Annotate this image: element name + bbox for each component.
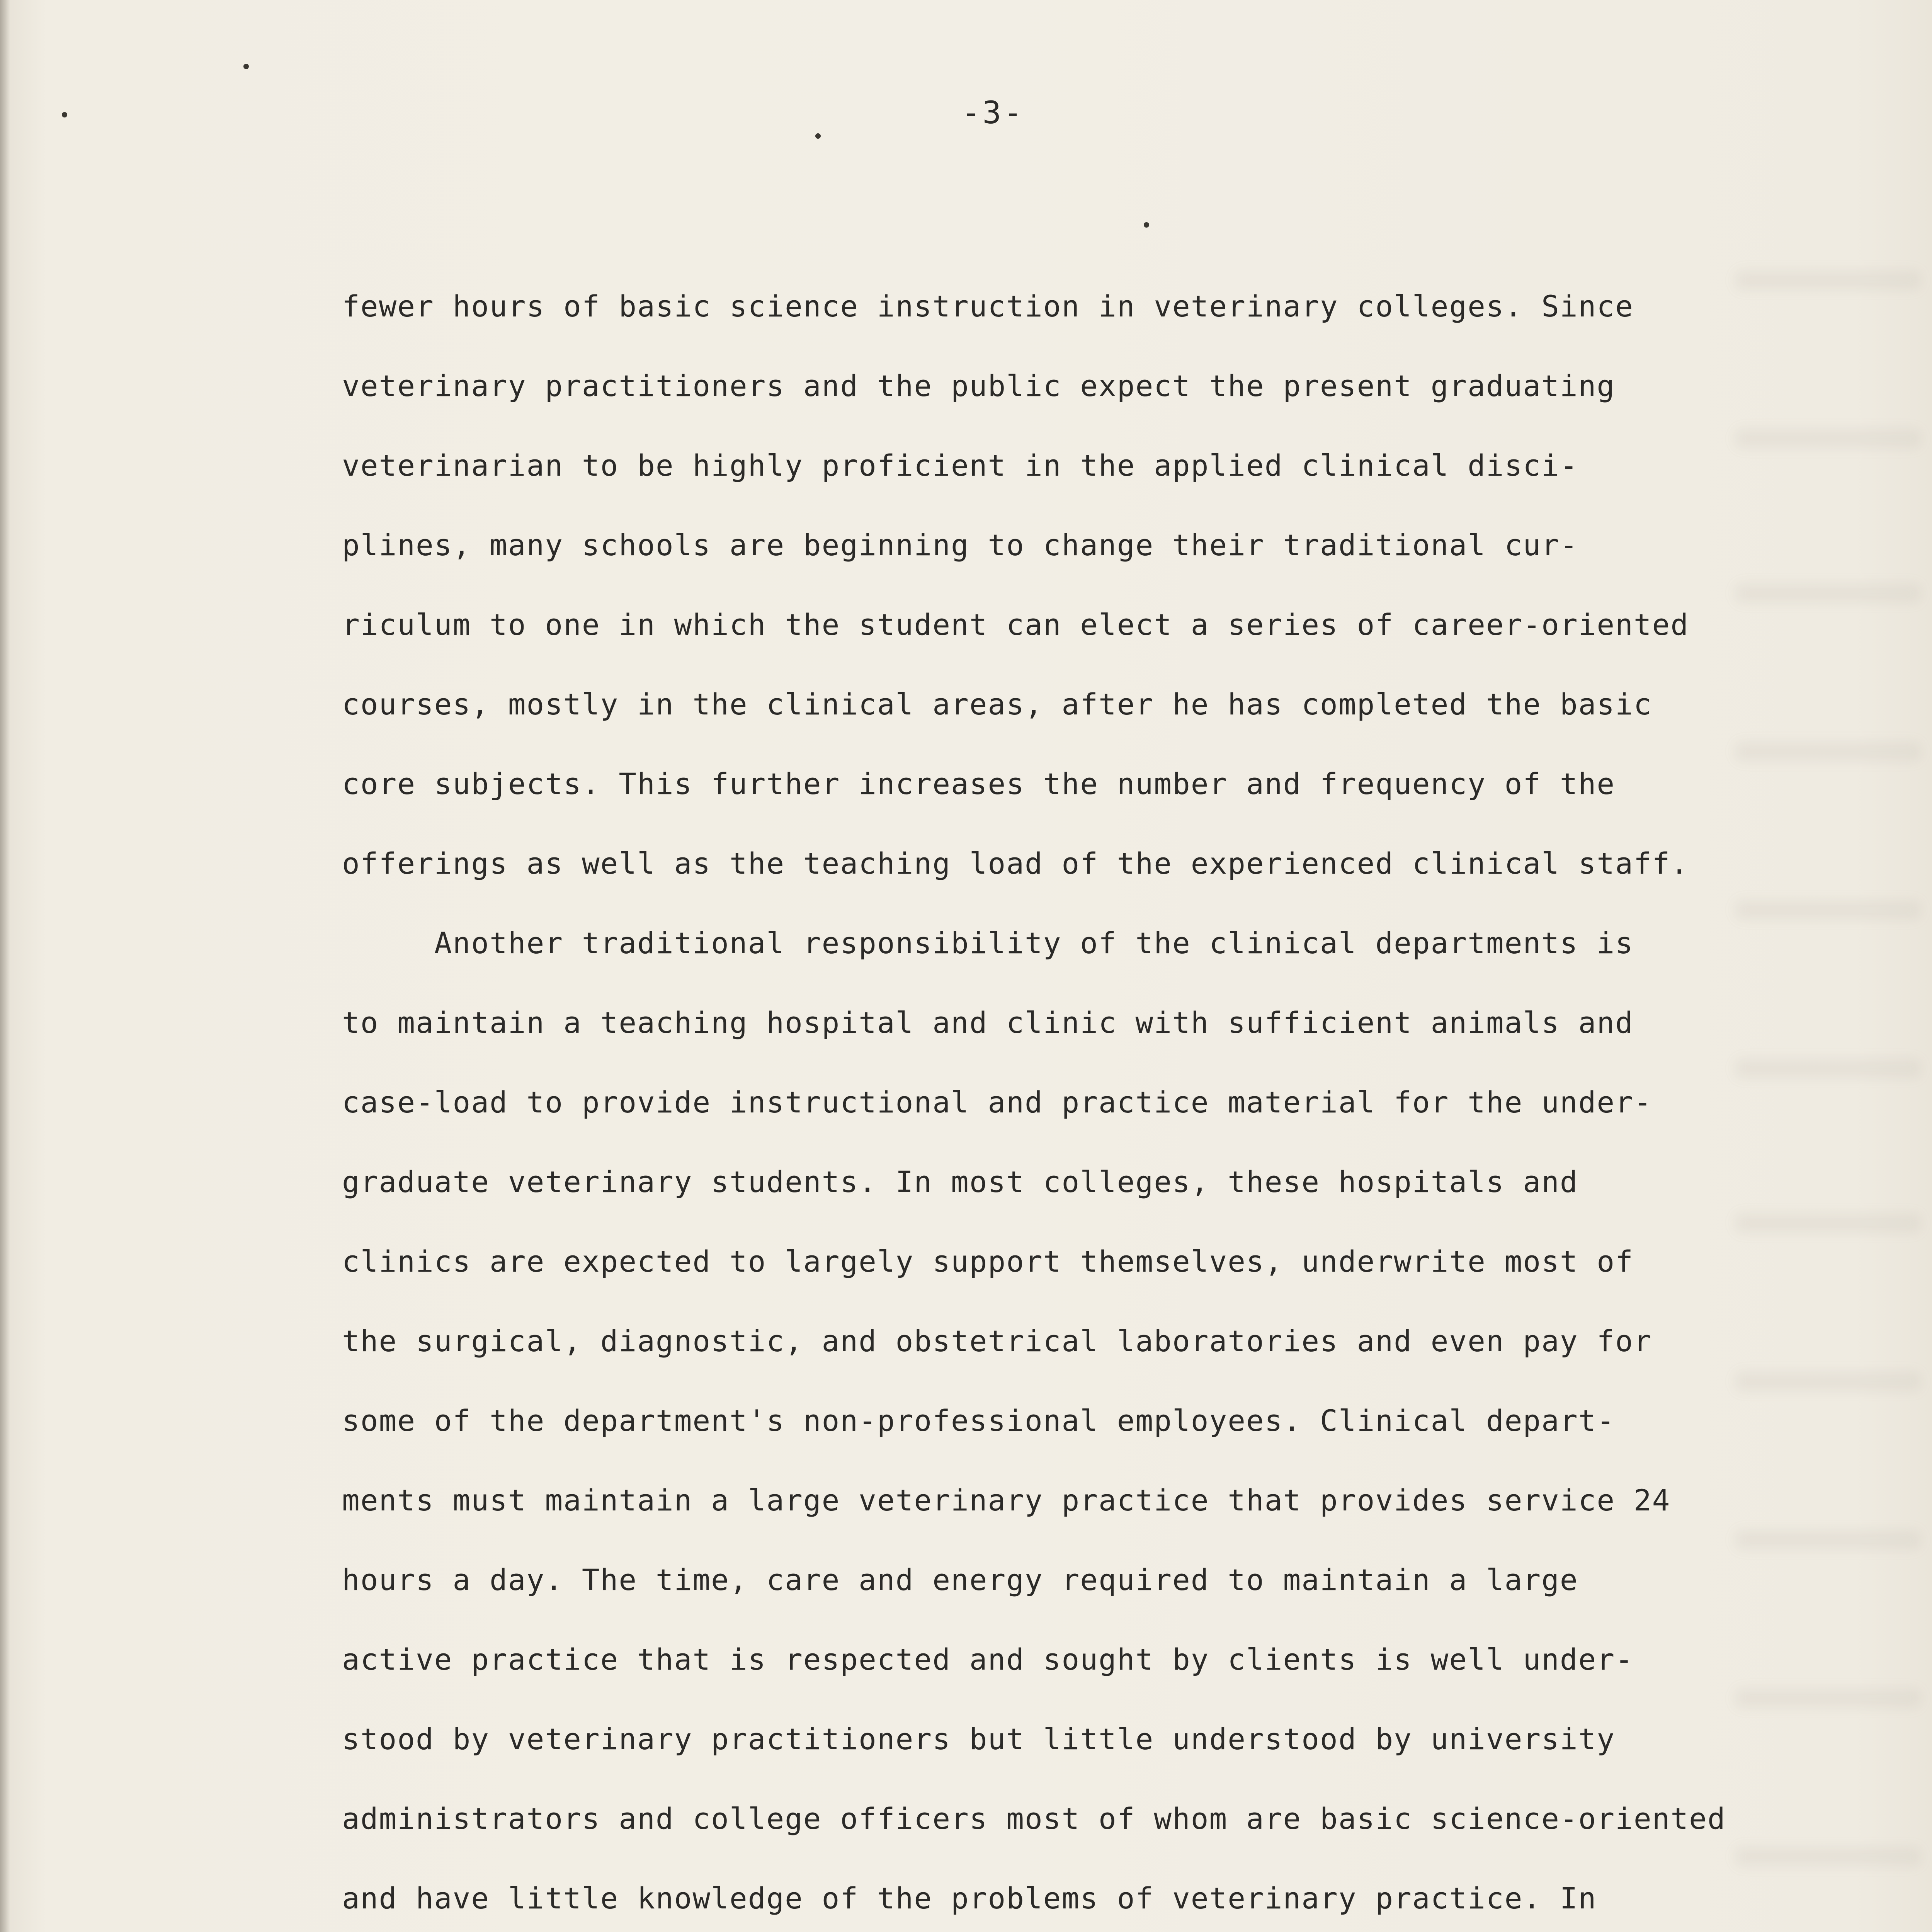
text-line: clinics are expected to largely support themselves, underwrite most of (342, 1244, 1634, 1279)
text-line: administrators and college officers most of whom are basic science-oriented (342, 1801, 1726, 1836)
left-edge-shadow (0, 0, 10, 1932)
paper-speck (243, 64, 249, 69)
body-text (342, 267, 1849, 1932)
paper-speck (1144, 222, 1149, 228)
text-line: veterinarian to be highly proficient in the applied clinical disci- (342, 448, 1578, 483)
text-line: ments must maintain a large veterinary practice that provides service 24 (342, 1483, 1671, 1517)
text-line: plines, many schools are beginning to change their traditional cur- (342, 528, 1578, 562)
text-line: stood by veterinary practitioners but little understood by university (342, 1722, 1616, 1756)
page-number: -3- (961, 95, 1025, 131)
text-line: active practice that is respected and sought by clients is well under- (342, 1642, 1634, 1677)
text-line: case-load to provide instructional and practice material for the under- (342, 1085, 1652, 1119)
text-line: fewer hours of basic science instruction in veterinary colleges. Since (342, 289, 1634, 323)
text-line: core subjects. This further increases the number and frequency of the (342, 767, 1616, 801)
text-line: veterinary practitioners and the public expect the present graduating (342, 369, 1616, 403)
text-line: and have little knowledge of the problems of veterinary practice. In (342, 1881, 1597, 1915)
text-line: some of the department's non-professional employees. Clinical depart- (342, 1403, 1616, 1438)
text-line: graduate veterinary students. In most colleges, these hospitals and (342, 1165, 1578, 1199)
paper-speck (815, 133, 821, 139)
text-line: hours a day. The time, care and energy required to maintain a large (342, 1563, 1578, 1597)
text-line: Another traditional responsibility of the clinical departments is (342, 926, 1634, 960)
text-line: the surgical, diagnostic, and obstetrical laboratories and even pay for (342, 1324, 1652, 1358)
text-line: courses, mostly in the clinical areas, after he has completed the basic (342, 687, 1652, 721)
text-line: offerings as well as the teaching load of the experienced clinical staff. (342, 846, 1689, 881)
text-line: riculum to one in which the student can elect a series of career-oriented (342, 607, 1689, 642)
paper-speck (62, 112, 67, 117)
text-line: to maintain a teaching hospital and clinic with sufficient animals and (342, 1005, 1634, 1040)
